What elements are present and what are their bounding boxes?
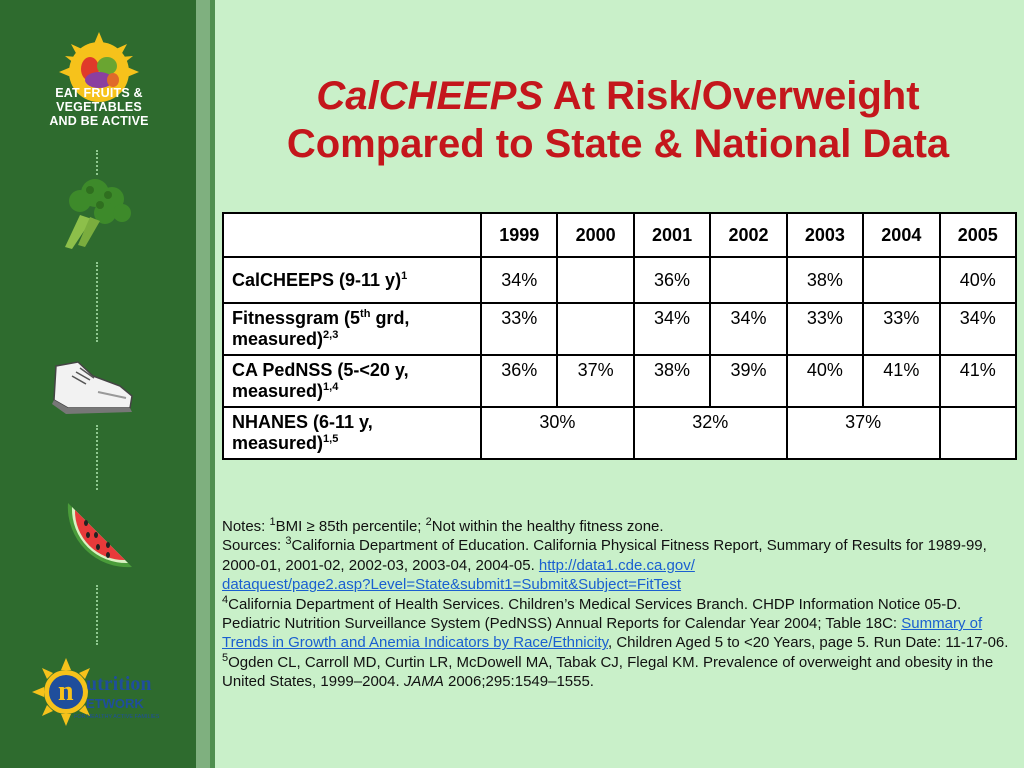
- table-cell: 33%: [863, 303, 939, 355]
- row-label-sup: 1,4: [323, 381, 339, 393]
- source-3: [222, 536, 1012, 594]
- sidebar-stripe: [196, 0, 210, 768]
- sources-prefix: Sources:: [222, 537, 286, 555]
- table-row: [223, 257, 1016, 303]
- table-cell: 36%: [634, 257, 710, 303]
- sidebar-stripe-dark: [210, 0, 215, 768]
- table-header-row: [223, 213, 1016, 257]
- table-cell: 38%: [634, 355, 710, 407]
- sneaker-icon: [48, 352, 138, 417]
- table-cell: [710, 257, 786, 303]
- title-rest: At Risk/Overweight: [543, 74, 920, 118]
- table-cell: 33%: [481, 303, 557, 355]
- dotted-divider: [96, 425, 98, 490]
- row-label: [223, 355, 481, 407]
- dotted-divider: [96, 262, 98, 342]
- table-cell: 33%: [787, 303, 863, 355]
- row-label: [223, 407, 481, 459]
- logo-text: [14, 86, 184, 128]
- source-text: California Department of Education. California Physical Fitness Report, Summary of Results for 1989-99, 2000-01, 2001-02, 2002-03, 2003-04, 2004-05.: [222, 537, 987, 574]
- table-cell: [557, 257, 633, 303]
- dotted-divider: [96, 585, 98, 645]
- slide-title: [218, 72, 1018, 168]
- row-label-text: Fitnessgram (5: [232, 308, 361, 328]
- source-5: [222, 653, 1012, 692]
- table-row: [223, 303, 1016, 355]
- table-cell: 30%: [481, 407, 634, 459]
- title-line1: [218, 72, 1018, 120]
- title-line2: Compared to State & National Data: [286, 122, 950, 166]
- table-cell: 34%: [481, 257, 557, 303]
- header-year: 2005: [940, 213, 1016, 257]
- row-label-text-post: grd, measured): [232, 308, 410, 349]
- broccoli-icon: [50, 175, 140, 255]
- header-year: 1999: [481, 213, 557, 257]
- journal-name: JAMA: [403, 673, 444, 691]
- table-cell: 40%: [940, 257, 1016, 303]
- row-label-text: CalCHEEPS (9-11 y): [232, 269, 402, 290]
- table-cell: 37%: [557, 355, 633, 407]
- source-text: , Children Aged 5 to <20 Years, page 5. Run Date: 11-17-06.: [608, 634, 1009, 652]
- header-year: 2004: [863, 213, 939, 257]
- source-sup: 3: [285, 535, 292, 548]
- note-sup: 2: [425, 516, 432, 528]
- table-cell: 38%: [787, 257, 863, 303]
- notes-prefix: Notes:: [222, 518, 270, 535]
- source-text: California Department of Health Services. Children’s Medical Services Branch. CHDP Information Notice 05-D. Pediatric Nutrition Surveillance System (PedNSS) Annual Reports for Calendar Year 2004; Table 18C:: [222, 595, 962, 633]
- note-text: Not within the healthy fitness zone.: [431, 518, 664, 535]
- header-year: 2001: [634, 213, 710, 257]
- row-label-sup: 1: [401, 269, 408, 282]
- table-cell: 34%: [634, 303, 710, 355]
- table-cell: [940, 407, 1016, 459]
- table-cell: 40%: [787, 355, 863, 407]
- svg-text:FOR HEALTHY ACTIVE FAMILIES: FOR HEALTHY ACTIVE FAMILIES: [74, 714, 160, 720]
- table-row: [223, 355, 1016, 407]
- table-cell: 39%: [710, 355, 786, 407]
- row-label: [223, 303, 481, 355]
- table-cell: 36%: [481, 355, 557, 407]
- row-label-text: NHANES (6-11 y, measured): [232, 412, 373, 453]
- row-label-sup: 1,5: [323, 433, 339, 445]
- source-4-link[interactable]: Summary of Trends in Growth and Anemia Indicators by Race/Ethnicity: [222, 615, 983, 652]
- source-3-link[interactable]: http://data1.cde.ca.gov/: [538, 556, 695, 574]
- data-table: [222, 212, 1017, 460]
- row-label-text: CA PedNSS (5-<20 y, measured): [232, 360, 409, 401]
- notes-section: [222, 517, 1012, 692]
- row-label-sup-th: th: [360, 308, 371, 320]
- row-label-sup: 2,3: [323, 329, 339, 341]
- watermelon-icon: [60, 495, 140, 575]
- svg-text:ETWORK: ETWORK: [86, 696, 144, 711]
- note-sup: 1: [269, 516, 276, 528]
- source-text: 2006;295:1549–1555.: [443, 673, 594, 691]
- table-cell: 41%: [863, 355, 939, 407]
- table-cell: 32%: [634, 407, 787, 459]
- svg-text:utrition: utrition: [86, 673, 152, 695]
- table-cell: 34%: [710, 303, 786, 355]
- source-sup: 5: [222, 651, 229, 664]
- row-label: [223, 257, 481, 303]
- table-row: [223, 407, 1016, 459]
- table-cell: [557, 303, 633, 355]
- table-cell: [863, 257, 939, 303]
- table-cell: 34%: [940, 303, 1016, 355]
- header-year: 2000: [557, 213, 633, 257]
- header-year: 2002: [710, 213, 786, 257]
- table-cell: 41%: [940, 355, 1016, 407]
- logo-text-line1: EAT FRUITS & VEGETABLES: [55, 86, 143, 114]
- header-blank: [223, 213, 481, 257]
- logo-text-line2: AND BE ACTIVE: [49, 114, 149, 128]
- source-3-link-cont[interactable]: dataquest/page2.asp?Level=State&submit1=Submit&Subject=FitTest: [222, 576, 682, 594]
- dotted-divider: [96, 150, 98, 175]
- source-sup: 4: [222, 593, 229, 606]
- nutrition-network-logo-icon: [30, 652, 170, 732]
- table-cell: 37%: [787, 407, 940, 459]
- title-italic: CalCHEEPS: [316, 74, 544, 118]
- svg-text:n: n: [58, 676, 74, 707]
- source-4: [222, 595, 1012, 653]
- notes-line: [222, 517, 1012, 536]
- source-text: Ogden CL, Carroll MD, Curtin LR, McDowell MA, Tabak CJ, Flegal KM. Prevalence of overweight and obesity in the United States, 1999–2004.: [222, 653, 994, 691]
- header-year: 2003: [787, 213, 863, 257]
- note-text: BMI ≥ 85th percentile;: [275, 518, 426, 535]
